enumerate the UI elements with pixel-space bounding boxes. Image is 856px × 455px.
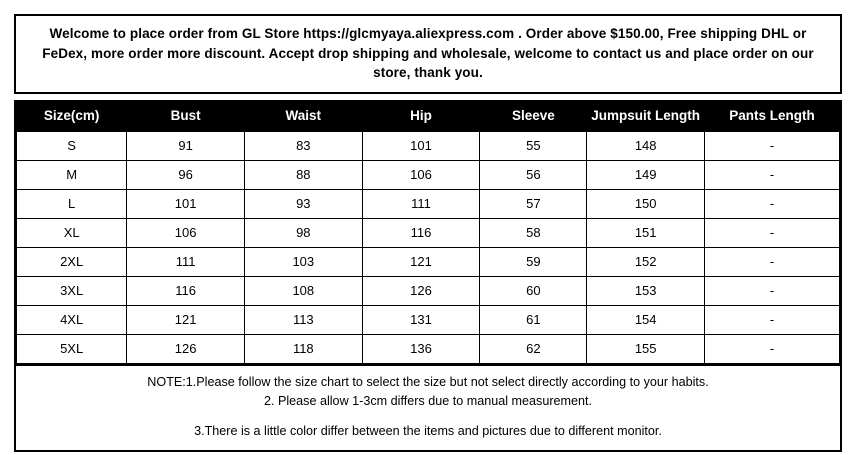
cell-bust: 121 xyxy=(127,305,245,334)
size-chart-table xyxy=(16,100,840,364)
cell-hip: 106 xyxy=(362,160,480,189)
cell-hip: 136 xyxy=(362,334,480,363)
table-row xyxy=(17,247,840,276)
column-header-jumpsuit-length: Jumpsuit Length xyxy=(587,100,705,131)
cell-jumpsuit-length: 149 xyxy=(587,160,705,189)
cell-waist: 113 xyxy=(244,305,362,334)
store-promo-text: Welcome to place order from GL Store https://glcmyaya.aliexpress.com . Order above $150.00, Free shipping DHL or FeDex, more order more discount. Accept drop shipping and wholesale, welcome to contact us and place order on our store, thank you. xyxy=(42,26,814,81)
table-row xyxy=(17,160,840,189)
cell-bust: 96 xyxy=(127,160,245,189)
cell-bust: 126 xyxy=(127,334,245,363)
cell-pants-length: - xyxy=(705,218,840,247)
cell-waist: 98 xyxy=(244,218,362,247)
column-header-hip: Hip xyxy=(362,100,480,131)
table-header-row xyxy=(17,100,840,131)
cell-waist: 118 xyxy=(244,334,362,363)
table-row xyxy=(17,334,840,363)
table-row xyxy=(17,189,840,218)
table-row xyxy=(17,218,840,247)
cell-size: 4XL xyxy=(17,305,127,334)
cell-jumpsuit-length: 152 xyxy=(587,247,705,276)
cell-size: 2XL xyxy=(17,247,127,276)
cell-size: XL xyxy=(17,218,127,247)
notes-section xyxy=(14,366,842,453)
cell-size: 3XL xyxy=(17,276,127,305)
cell-pants-length: - xyxy=(705,334,840,363)
column-header-pants-length: Pants Length xyxy=(705,100,840,131)
cell-pants-length: - xyxy=(705,131,840,160)
cell-size: M xyxy=(17,160,127,189)
cell-size: 5XL xyxy=(17,334,127,363)
table-row xyxy=(17,276,840,305)
cell-bust: 116 xyxy=(127,276,245,305)
note-line-2: 2. Please allow 1-3cm differs due to manual measurement. xyxy=(263,393,593,408)
cell-jumpsuit-length: 155 xyxy=(587,334,705,363)
cell-size: L xyxy=(17,189,127,218)
cell-hip: 126 xyxy=(362,276,480,305)
table-row xyxy=(17,305,840,334)
cell-jumpsuit-length: 151 xyxy=(587,218,705,247)
store-promo-banner xyxy=(14,14,842,94)
cell-sleeve: 58 xyxy=(480,218,587,247)
cell-jumpsuit-length: 148 xyxy=(587,131,705,160)
cell-bust: 111 xyxy=(127,247,245,276)
cell-waist: 83 xyxy=(244,131,362,160)
cell-sleeve: 60 xyxy=(480,276,587,305)
column-header-waist: Waist xyxy=(244,100,362,131)
cell-bust: 91 xyxy=(127,131,245,160)
column-header-bust: Bust xyxy=(127,100,245,131)
cell-waist: 108 xyxy=(244,276,362,305)
cell-sleeve: 55 xyxy=(480,131,587,160)
cell-pants-length: - xyxy=(705,189,840,218)
cell-size: S xyxy=(17,131,127,160)
cell-hip: 121 xyxy=(362,247,480,276)
cell-pants-length: - xyxy=(705,305,840,334)
cell-pants-length: - xyxy=(705,160,840,189)
cell-bust: 106 xyxy=(127,218,245,247)
cell-hip: 116 xyxy=(362,218,480,247)
note-line-1: NOTE:1.Please follow the size chart to select the size but not select directly according to your habits. xyxy=(147,374,709,389)
cell-waist: 88 xyxy=(244,160,362,189)
cell-sleeve: 57 xyxy=(480,189,587,218)
cell-sleeve: 56 xyxy=(480,160,587,189)
cell-pants-length: - xyxy=(705,247,840,276)
size-chart-table-container xyxy=(14,100,842,366)
cell-jumpsuit-length: 153 xyxy=(587,276,705,305)
cell-waist: 103 xyxy=(244,247,362,276)
cell-sleeve: 59 xyxy=(480,247,587,276)
cell-sleeve: 62 xyxy=(480,334,587,363)
cell-jumpsuit-length: 154 xyxy=(587,305,705,334)
table-row xyxy=(17,131,840,160)
column-header-sleeve: Sleeve xyxy=(480,100,587,131)
note-line-3: 3.There is a little color differ between the items and pictures due to different monitor. xyxy=(194,424,662,439)
cell-waist: 93 xyxy=(244,189,362,218)
cell-pants-length: - xyxy=(705,276,840,305)
cell-hip: 131 xyxy=(362,305,480,334)
cell-jumpsuit-length: 150 xyxy=(587,189,705,218)
cell-bust: 101 xyxy=(127,189,245,218)
cell-hip: 111 xyxy=(362,189,480,218)
cell-hip: 101 xyxy=(362,131,480,160)
cell-sleeve: 61 xyxy=(480,305,587,334)
column-header-size: Size(cm) xyxy=(17,100,127,131)
